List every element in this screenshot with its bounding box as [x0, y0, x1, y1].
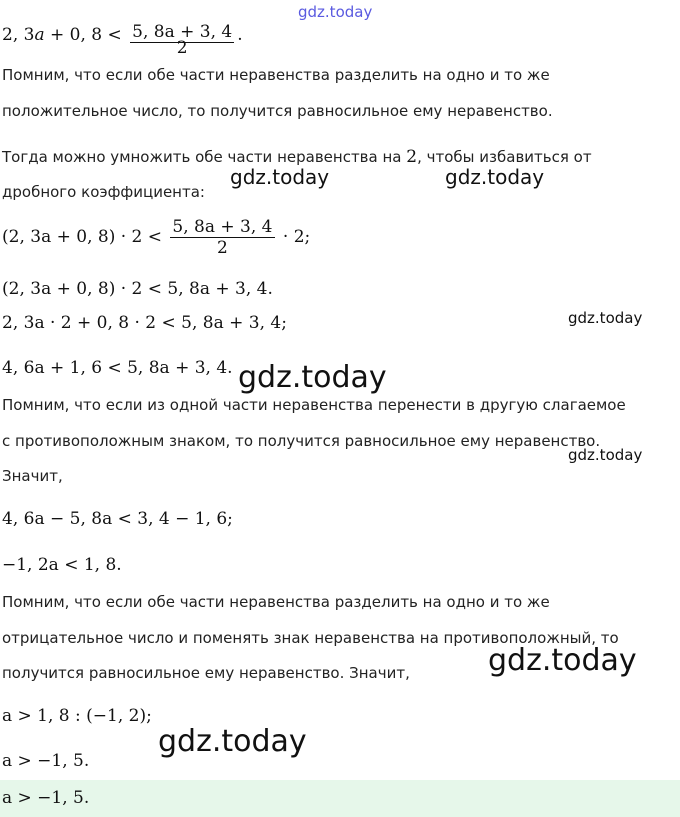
- answer-highlight: [0, 780, 680, 817]
- paragraph-rule-3a: Помним, что если обе части неравенства разделить на одно и то же: [2, 593, 550, 611]
- paragraph-rule-1a: Помним, что если обе части неравенства разделить на одно и то же: [2, 66, 550, 84]
- paragraph-rule-3b: отрицательное число и поменять знак неравенства на противоположный, то: [2, 629, 619, 647]
- paragraph-rule-3c: получится равносильное ему неравенство. Значит,: [2, 664, 410, 682]
- inequality-line-4: 2, 3a · 2 + 0, 8 · 2 < 5, 8a + 3, 4;: [2, 313, 287, 333]
- inequality-line-8: a > 1, 8 : (−1, 2);: [2, 706, 152, 726]
- inequality-line-1: 2, 3a + 0, 8 < $\frac{5, 8a + 3, 4}{2}$ .: [2, 22, 243, 58]
- inequality-line-9: a > −1, 5.: [2, 751, 90, 771]
- watermark: gdz.today: [568, 446, 643, 464]
- watermark: gdz.today: [568, 309, 643, 327]
- paragraph-rule-2a: Помним, что если из одной части неравенства перенести в другую слагаемое: [2, 396, 626, 414]
- paragraph-rule-1b: положительное число, то получится равносильное ему неравенство.: [2, 102, 553, 120]
- paragraph-multiply-2: дробного коэффициента:: [2, 183, 205, 201]
- watermark: gdz.today: [488, 643, 637, 678]
- watermark: gdz.today: [158, 724, 307, 759]
- inequality-line-5: 4, 6a + 1, 6 < 5, 8a + 3, 4.: [2, 358, 233, 378]
- watermark: gdz.today: [298, 3, 373, 21]
- inequality-line-3: (2, 3a + 0, 8) · 2 < 5, 8a + 3, 4.: [2, 279, 273, 299]
- paragraph-therefore-1: Значит,: [2, 467, 63, 485]
- watermark: gdz.today: [445, 165, 545, 189]
- watermark: gdz.today: [230, 165, 330, 189]
- inequality-line-7: −1, 2a < 1, 8.: [2, 555, 122, 575]
- inequality-line-6: 4, 6a − 5, 8a < 3, 4 − 1, 6;: [2, 509, 233, 529]
- paragraph-multiply: Тогда можно умножить обе части неравенства на 2, чтобы избавиться от: [2, 147, 592, 167]
- paragraph-rule-2b: с противоположным знаком, то получится равносильное ему неравенство.: [2, 432, 601, 450]
- watermark: gdz.today: [238, 360, 387, 395]
- fraction: $\frac{5, 8a + 3, 4}{2}$: [172, 217, 273, 258]
- inequality-line-2: (2, 3a + 0, 8) · 2 < $\frac{5, 8a + 3, 4}{2}$ · 2;: [2, 217, 311, 258]
- fraction: $\frac{5, 8a + 3, 4}{2}$: [132, 22, 233, 58]
- answer-line: a > −1, 5.: [2, 788, 90, 808]
